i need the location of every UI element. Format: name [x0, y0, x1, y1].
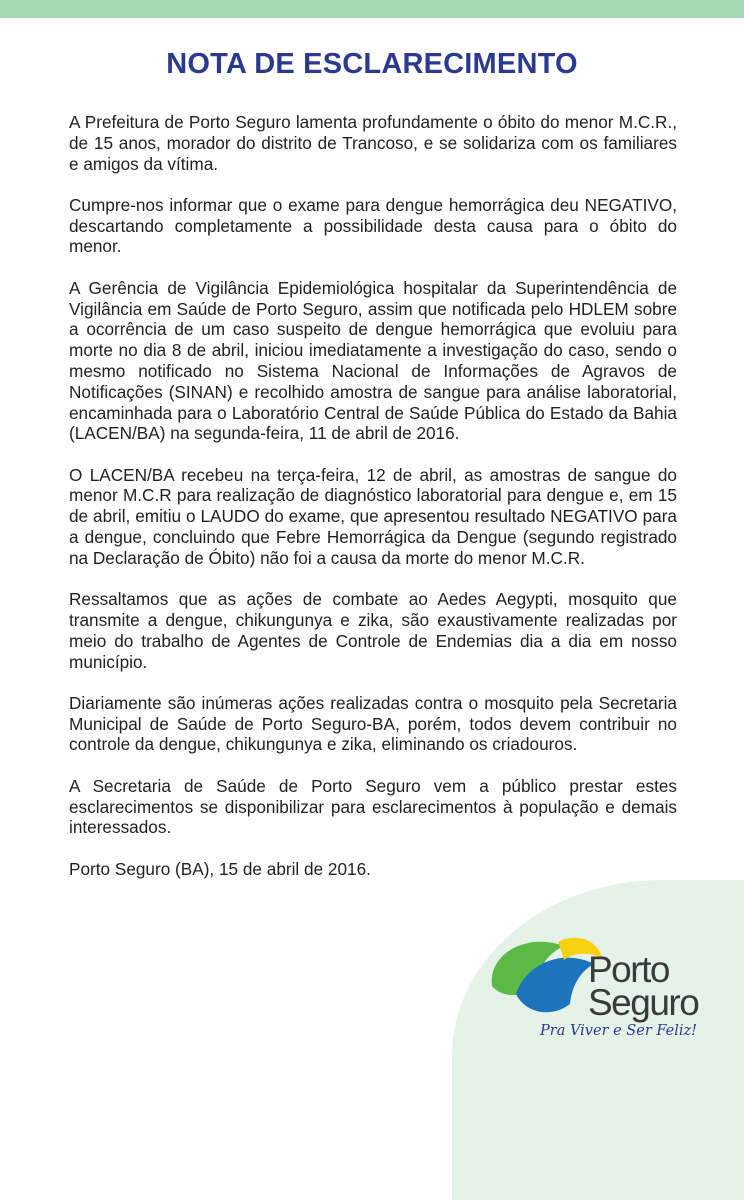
paragraph: Cumpre-nos informar que o exame para dengue hemorrágica deu NEGATIVO, descartando completamente a possibilidade desta causa para o óbito do menor.	[69, 194, 677, 257]
paragraph: Diariamente são inúmeras ações realizadas contra o mosquito pela Secretaria Municipal de Saúde de Porto Seguro-BA, porém, todos devem contribuir no controle da dengue, chikungunya e zika, eliminando os criadouros.	[69, 692, 677, 755]
date-line: Porto Seguro (BA), 15 de abril de 2016.	[69, 858, 371, 879]
paragraph: A Gerência de Vigilância Epidemiológica hospitalar da Superintendência de Vigilância em Saúde de Porto Seguro, assim que notificada pelo HDLEM sobre a ocorrência de um caso suspeito de dengue hemorrágica que evoluiu para morte no dia 8 de abril, iniciou imediatamente a investigação do caso, sendo o mesmo notificado no Sistema Nacional de Informações de Agravos de Notificações (SINAN) e recolhido amostra de sangue para análise laboratorial, encaminhada para o Laboratório Central de Saúde Pública do Estado da Bahia (LACEN/BA) na segunda-feira, 11 de abril de 2016.	[69, 277, 677, 444]
top-decorative-bar	[0, 0, 744, 18]
logo-word-porto: Porto	[588, 949, 669, 990]
paragraph: Ressaltamos que as ações de combate ao Aedes Aegypti, mosquito que transmite a dengue, chikungunya e zika, são exaustivamente realizadas por meio do trabalho de Agentes de Controle de Endemias dia a dia em nosso município.	[69, 589, 677, 672]
paragraph: A Secretaria de Saúde de Porto Seguro vem a público prestar estes esclarecimentos se disponibilizar para esclarecimentos à população e demais interessados.	[69, 775, 677, 838]
page-title: NOTA DE ESCLARECIMENTO	[166, 48, 578, 80]
paragraph: O LACEN/BA recebeu na terça-feira, 12 de abril, as amostras de sangue do menor M.C.R para realização de diagnóstico laboratorial para dengue e, em 15 de abril, emitiu o LAUDO do exame, que apresentou resultado NEGATIVO para a dengue, concluindo que Febre Hemorrágica da Dengue (segundo registrado na Declaração de Óbito) não foi a causa da morte do menor M.C.R.	[69, 464, 677, 568]
document-body	[69, 112, 677, 900]
logo-word-seguro: Seguro	[588, 982, 699, 1023]
paragraph: A Prefeitura de Porto Seguro lamenta profundamente o óbito do menor M.C.R., de 15 anos, morador do distrito de Trancoso, e se solidariza com os familiares e amigos da vítima.	[69, 112, 677, 174]
logo-slogan: Pra Viver e Ser Feliz!	[540, 1023, 697, 1039]
porto-seguro-logo	[486, 924, 716, 1044]
